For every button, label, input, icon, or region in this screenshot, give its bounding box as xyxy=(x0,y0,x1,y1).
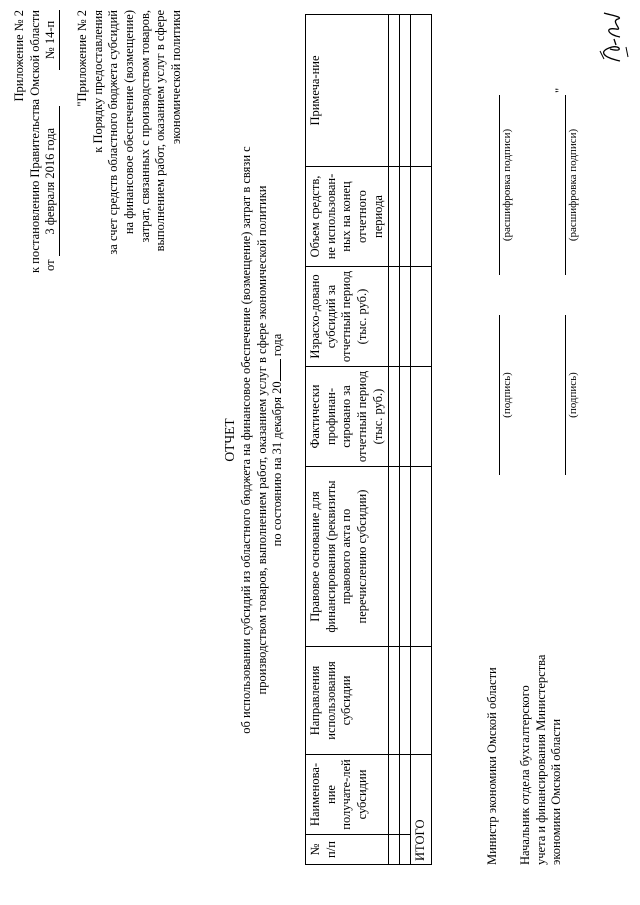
col-header-financed: Фактически профинан-сировано за отчетный период (тыс. руб.) xyxy=(306,367,389,467)
report-as-of: по состоянию на 31 декабря 20 года xyxy=(270,333,285,547)
col-header-notes: Примеча-ние xyxy=(306,15,389,167)
signature-line xyxy=(565,315,566,475)
col-header-num: № п/п xyxy=(306,835,389,865)
report-subtitle-1: об использовании субсидий из областного бюджета на финансовое обеспечение (возмещение) затрат в связи с xyxy=(238,146,253,734)
annex-line-4: затрат, связанных с производством товаров, xyxy=(137,10,152,243)
table-header-row xyxy=(306,15,389,865)
report-subtitle-2: производством товаров, выполнением работ, оказанием услуг в сфере экономической политики xyxy=(254,185,269,695)
annex-title: "Приложение № 2 xyxy=(75,10,89,107)
table-row xyxy=(400,15,411,865)
transcript-caption: (расшифровка подписи) xyxy=(501,128,513,242)
total-label: ИТОГО xyxy=(411,755,432,865)
annex-block xyxy=(75,10,184,430)
handwritten-signature xyxy=(590,10,635,65)
signature-minister-title: Министр экономики Омской области xyxy=(485,667,499,865)
report-table xyxy=(305,14,432,865)
report-title: ОТЧЕТ xyxy=(222,418,237,462)
annex-line-6: экономической политики xyxy=(168,10,183,145)
date-from-label: от xyxy=(43,259,58,271)
signature-line xyxy=(499,315,500,475)
table-total-row xyxy=(411,15,432,865)
appendix-date-line xyxy=(43,10,60,430)
number-value: № 14-п xyxy=(43,10,60,70)
annex-line-5: выполнением работ, оказанием услуг в сфере xyxy=(153,10,168,252)
appendix-title: Приложение № 2 xyxy=(12,10,26,102)
col-header-spent: Израсхо-довано субсидий за отчетный период (тыс. руб.) xyxy=(306,267,389,367)
report-heading xyxy=(222,15,286,865)
annex-line-1: к Порядку предоставления xyxy=(90,10,105,153)
col-header-legal-basis: Правовое основание для финансирования (реквизиты правового акта по перечислению субсидии) xyxy=(306,467,389,647)
col-header-recipient: Наименова-ние получате-лей субсидии xyxy=(306,755,389,835)
signature-caption: (подпись) xyxy=(501,372,513,418)
closing-quote: " xyxy=(553,87,567,93)
col-header-direction: Направления использования субсидии xyxy=(306,647,389,755)
col-header-unused: Объем средств, не использован-ных на конец отчетного периода xyxy=(306,167,389,267)
date-value: 3 февраля 2016 года xyxy=(43,106,60,256)
annex-line-3: на финансовое обеспечение (возмещение) xyxy=(121,10,136,235)
signature-accountant-title: Начальник отдела бухгалтерского учета и финансирования Министерства экономики Омской области xyxy=(518,654,564,865)
transcript-caption: (расшифровка подписи) xyxy=(567,128,579,242)
appendix-ref: к постановлению Правительства Омской области xyxy=(27,10,42,274)
annex-line-2: за счет средств областного бюджета субсидий xyxy=(106,10,121,255)
signature-line xyxy=(499,95,500,275)
table-row xyxy=(389,15,400,865)
signature-caption: (подпись) xyxy=(567,372,579,418)
appendix-block xyxy=(12,10,60,430)
signature-line xyxy=(565,95,566,275)
